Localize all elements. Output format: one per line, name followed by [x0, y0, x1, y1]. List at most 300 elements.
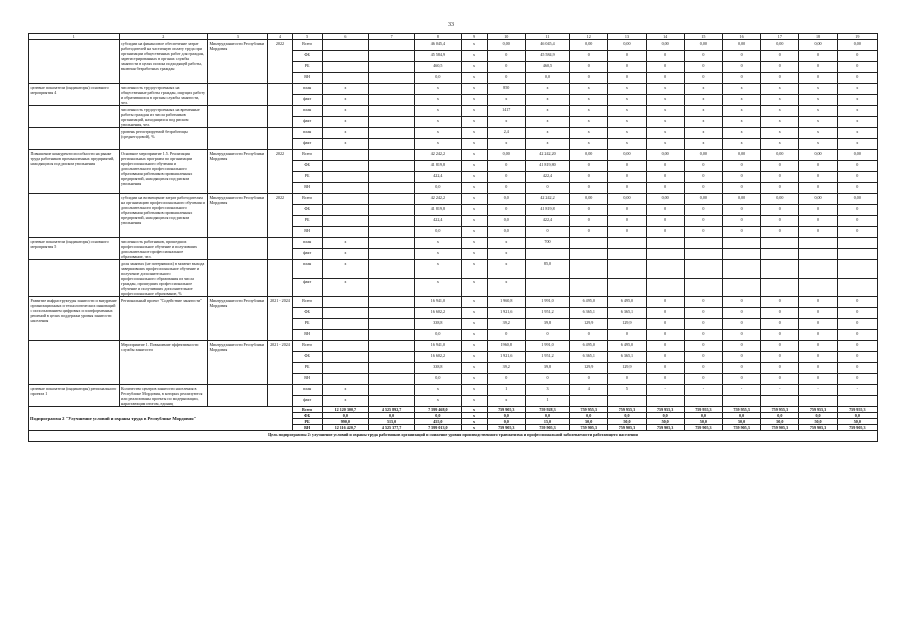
value-cell: х	[646, 106, 684, 117]
value-cell	[368, 227, 414, 238]
value-cell: 16 941,0	[415, 297, 461, 308]
value-cell: 0	[761, 205, 799, 216]
value-cell: 0	[570, 51, 608, 62]
value-cell: 0	[487, 205, 525, 216]
value-cell: х	[487, 396, 525, 407]
value-cell	[799, 278, 837, 297]
value-cell: х	[487, 95, 525, 106]
value-cell: 0	[570, 227, 608, 238]
value-cell: 0	[646, 330, 684, 341]
value-cell	[799, 260, 837, 279]
value-cell: х	[461, 62, 487, 73]
value-cell: -	[722, 385, 760, 396]
value-cell	[322, 194, 368, 205]
table-row	[29, 106, 878, 117]
header-cell: 7	[368, 34, 414, 40]
value-cell: х	[487, 278, 525, 297]
header-cell: 1	[29, 34, 120, 40]
value-cell: 0,00	[684, 40, 722, 51]
value-cell: х	[322, 249, 368, 260]
value-cell: 759 905,3	[487, 407, 525, 413]
source-cell: ФБ	[292, 352, 322, 363]
value-cell: х	[525, 139, 569, 150]
value-cell: х	[461, 341, 487, 352]
value-cell: х	[461, 95, 487, 106]
source-cell: ФБ	[292, 413, 322, 419]
value-cell: 0	[608, 62, 646, 73]
value-cell	[368, 139, 414, 150]
value-cell: х	[461, 330, 487, 341]
value-cell: 129,9	[570, 319, 608, 330]
value-cell: 1	[487, 385, 525, 396]
value-cell	[322, 172, 368, 183]
source-cell: Всего	[292, 194, 322, 205]
value-cell: х	[761, 106, 799, 117]
value-cell	[646, 396, 684, 407]
period-cell	[268, 260, 292, 297]
value-cell	[322, 227, 368, 238]
source-cell: факт	[292, 249, 322, 260]
value-cell: 85,0	[525, 260, 569, 279]
value-cell: 0,00	[684, 194, 722, 205]
value-cell: 759 905,3	[722, 425, 760, 431]
executor-cell	[208, 260, 268, 297]
value-cell	[608, 396, 646, 407]
value-cell: 41 819,8	[415, 205, 461, 216]
value-cell	[368, 172, 414, 183]
value-cell: 0	[487, 172, 525, 183]
value-cell: х	[761, 117, 799, 128]
value-cell: 0	[646, 216, 684, 227]
value-cell	[368, 84, 414, 95]
goal-cell	[29, 260, 120, 297]
value-cell: 0,00	[646, 194, 684, 205]
value-cell: х	[684, 84, 722, 95]
value-cell: 0	[761, 227, 799, 238]
value-cell: 0	[684, 341, 722, 352]
goal-cell: целевые показатели (индикаторы) основного мероприятия 4	[29, 84, 120, 106]
value-cell: х	[415, 278, 461, 297]
value-cell: 0	[722, 319, 760, 330]
value-cell	[322, 352, 368, 363]
measure-cell: численность работников, прошедших профессиональное обучение и получивших дополнительное профессиональное образование, чел.	[119, 238, 208, 260]
table-row	[29, 341, 878, 352]
value-cell	[322, 330, 368, 341]
value-cell: х	[525, 95, 569, 106]
value-cell: 0,00	[608, 194, 646, 205]
value-cell: х	[761, 128, 799, 139]
value-cell: 0	[684, 352, 722, 363]
value-cell: 0	[722, 297, 760, 308]
table-row	[29, 238, 878, 249]
value-cell: 0,0	[322, 413, 368, 419]
value-cell: 759 905,3	[525, 425, 569, 431]
value-cell	[322, 319, 368, 330]
value-cell: 338,8	[415, 319, 461, 330]
value-cell	[368, 363, 414, 374]
value-cell: 0,0	[487, 227, 525, 238]
value-cell: 16 602,2	[415, 352, 461, 363]
table-row	[29, 297, 878, 308]
value-cell: 0	[570, 62, 608, 73]
value-cell: х	[525, 106, 569, 117]
value-cell	[368, 341, 414, 352]
value-cell: х	[570, 95, 608, 106]
source-cell: план	[292, 84, 322, 95]
value-cell	[368, 319, 414, 330]
value-cell: 0	[570, 216, 608, 227]
value-cell: 759 905,3	[608, 425, 646, 431]
value-cell	[837, 260, 877, 279]
value-cell: 2,4	[487, 128, 525, 139]
value-cell: 0	[525, 227, 569, 238]
value-cell: 0	[761, 308, 799, 319]
value-cell: 0	[487, 73, 525, 84]
value-cell: 42 242,2	[415, 194, 461, 205]
value-cell: х	[487, 260, 525, 279]
value-cell: 0,0	[415, 413, 461, 419]
value-cell: 0,0	[525, 73, 569, 84]
value-cell: 0	[608, 51, 646, 62]
source-cell: РБ	[292, 363, 322, 374]
value-cell: х	[684, 139, 722, 150]
value-cell: х	[461, 227, 487, 238]
value-cell: 4 525 377,7	[368, 425, 414, 431]
value-cell: 0,0	[525, 413, 569, 419]
value-cell: 39,8	[525, 363, 569, 374]
value-cell: х	[837, 84, 877, 95]
value-cell: 7 599 468,0	[415, 407, 461, 413]
value-cell: 0	[837, 227, 877, 238]
value-cell: 0	[608, 216, 646, 227]
value-cell: -	[761, 385, 799, 396]
value-cell: 0	[608, 172, 646, 183]
value-cell: 422,4	[525, 172, 569, 183]
value-cell	[368, 95, 414, 106]
value-cell: 6 365,1	[608, 308, 646, 319]
value-cell: х	[722, 106, 760, 117]
value-cell: 0	[646, 352, 684, 363]
value-cell: 0	[684, 227, 722, 238]
value-cell: 700	[525, 238, 569, 249]
value-cell: 1417	[487, 106, 525, 117]
value-cell	[368, 117, 414, 128]
value-cell: х	[608, 95, 646, 106]
value-cell	[322, 150, 368, 161]
value-cell: х	[415, 95, 461, 106]
value-cell: 0	[761, 62, 799, 73]
value-cell: 0	[570, 161, 608, 172]
value-cell	[368, 194, 414, 205]
value-cell	[368, 216, 414, 227]
source-cell: ВН	[292, 73, 322, 84]
value-cell: х	[761, 95, 799, 106]
table-row	[29, 128, 878, 139]
executor-cell	[208, 106, 268, 128]
value-cell: 0	[761, 161, 799, 172]
value-cell: 0	[799, 308, 837, 319]
value-cell: х	[461, 117, 487, 128]
value-cell	[368, 352, 414, 363]
value-cell: х	[487, 117, 525, 128]
value-cell: х	[461, 319, 487, 330]
executor-cell	[208, 128, 268, 150]
subprogram-goal: Цель подпрограммы 2: улучшение условий и охраны труда работников организаций и снижение уровня производственного травматизма и профессиональной заболеваемости работающего населения	[29, 431, 878, 442]
period-cell: 2021 - 2024	[268, 297, 292, 341]
value-cell: х	[761, 139, 799, 150]
executor-cell: Минтрудзанятости Республики Мордовия	[208, 40, 268, 84]
measure-cell: субсидии на возмещение затрат работодателям на организацию профессионального обучения и дополнительного профессионального образования работников промышленных предприятий, находящихся под риском увольнения	[119, 194, 208, 238]
value-cell: х	[570, 84, 608, 95]
value-cell: 0	[570, 374, 608, 385]
value-cell: 0	[646, 319, 684, 330]
value-cell: х	[461, 278, 487, 297]
page-number: 33	[448, 22, 454, 28]
value-cell: 0	[837, 216, 877, 227]
value-cell: х	[415, 238, 461, 249]
header-cell: 4	[268, 34, 292, 40]
value-cell: 0,0	[487, 419, 525, 425]
value-cell: х	[415, 260, 461, 279]
source-cell: план	[292, 106, 322, 117]
value-cell: 50,0	[646, 419, 684, 425]
value-cell: х	[799, 139, 837, 150]
value-cell: 455,0	[415, 419, 461, 425]
value-cell	[368, 278, 414, 297]
value-cell: х	[684, 128, 722, 139]
value-cell: 6 495,0	[608, 297, 646, 308]
value-cell: х	[322, 260, 368, 279]
value-cell: 0	[722, 62, 760, 73]
value-cell: 0	[487, 374, 525, 385]
value-cell: 41 819,8	[525, 205, 569, 216]
goal-cell	[29, 128, 120, 150]
value-cell: 0	[761, 330, 799, 341]
header-cell: 8	[415, 34, 461, 40]
value-cell	[368, 308, 414, 319]
value-cell	[368, 297, 414, 308]
source-cell: факт	[292, 278, 322, 297]
value-cell: -	[837, 385, 877, 396]
value-cell: х	[461, 413, 487, 419]
value-cell: 50,0	[684, 419, 722, 425]
value-cell: 0	[570, 183, 608, 194]
value-cell: 0	[646, 183, 684, 194]
header-cell: 17	[761, 34, 799, 40]
value-cell: х	[461, 73, 487, 84]
goal-cell	[29, 106, 120, 128]
value-cell: 0	[684, 205, 722, 216]
value-cell	[837, 249, 877, 260]
value-cell: 12 120 300,7	[322, 407, 368, 413]
source-cell: план	[292, 128, 322, 139]
value-cell: 0	[761, 73, 799, 84]
value-cell: х	[570, 117, 608, 128]
value-cell: 0	[799, 352, 837, 363]
source-cell: ВН	[292, 425, 322, 431]
value-cell: 759 955,3	[837, 407, 877, 413]
value-cell: 0	[837, 319, 877, 330]
value-cell: 0	[799, 205, 837, 216]
value-cell: 759 905,3	[487, 425, 525, 431]
value-cell: 0	[646, 51, 684, 62]
value-cell: 41 819,8	[415, 161, 461, 172]
source-cell: факт	[292, 396, 322, 407]
value-cell	[368, 62, 414, 73]
value-cell: х	[837, 95, 877, 106]
value-cell	[722, 278, 760, 297]
period-cell: 2022	[268, 40, 292, 84]
value-cell	[368, 73, 414, 84]
table-row	[29, 40, 878, 51]
value-cell: 0	[837, 374, 877, 385]
period-cell	[268, 385, 292, 407]
value-cell: х	[722, 117, 760, 128]
value-cell	[761, 260, 799, 279]
value-cell: х	[487, 238, 525, 249]
value-cell: 0	[646, 172, 684, 183]
value-cell: 0	[722, 161, 760, 172]
value-cell: 0,00	[722, 40, 760, 51]
value-cell: 50,0	[570, 419, 608, 425]
executor-cell: Минтрудзанятости Республики Мордовия	[208, 341, 268, 385]
value-cell	[608, 249, 646, 260]
value-cell: 129,9	[570, 363, 608, 374]
value-cell	[684, 249, 722, 260]
value-cell: х	[322, 238, 368, 249]
value-cell	[368, 150, 414, 161]
value-cell: 0	[684, 183, 722, 194]
header-cell: 9	[461, 34, 487, 40]
value-cell: 1 951,2	[525, 308, 569, 319]
value-cell: 0	[761, 341, 799, 352]
value-cell: 4	[570, 385, 608, 396]
value-cell: 0	[799, 374, 837, 385]
value-cell: х	[684, 106, 722, 117]
value-cell: 0,0	[487, 413, 525, 419]
value-cell: х	[415, 396, 461, 407]
value-cell: 759 905,3	[570, 425, 608, 431]
value-cell: 0	[722, 341, 760, 352]
value-cell: 0	[837, 161, 877, 172]
source-cell: факт	[292, 139, 322, 150]
value-cell: 0,0	[646, 413, 684, 419]
value-cell: 515,0	[368, 419, 414, 425]
value-cell: х	[799, 95, 837, 106]
value-cell: 0	[799, 341, 837, 352]
source-cell: РБ	[292, 319, 322, 330]
value-cell: 6 365,1	[570, 308, 608, 319]
value-cell: 0,00	[799, 40, 837, 51]
source-cell: Всего	[292, 341, 322, 352]
value-cell: х	[322, 396, 368, 407]
value-cell: 42 242,20	[525, 150, 569, 161]
measure-cell: уровень регистрируемой безработицы (среднегодовой), %	[119, 128, 208, 150]
value-cell	[761, 249, 799, 260]
source-cell: факт	[292, 117, 322, 128]
value-cell: 0,00	[646, 40, 684, 51]
value-cell: 0,00	[722, 194, 760, 205]
value-cell	[368, 238, 414, 249]
value-cell: 0	[799, 183, 837, 194]
value-cell: х	[461, 374, 487, 385]
value-cell: 0,00	[761, 194, 799, 205]
value-cell: 759 905,3	[837, 425, 877, 431]
value-cell	[322, 183, 368, 194]
value-cell: 0,0	[415, 183, 461, 194]
value-cell: 0	[646, 363, 684, 374]
value-cell: 0	[722, 363, 760, 374]
value-cell: 50,0	[837, 419, 877, 425]
value-cell	[608, 260, 646, 279]
value-cell	[368, 183, 414, 194]
value-cell: 0,00	[570, 40, 608, 51]
value-cell: х	[837, 106, 877, 117]
value-cell: 0,00	[761, 150, 799, 161]
value-cell: 45 584,9	[525, 51, 569, 62]
value-cell	[368, 161, 414, 172]
value-cell: 0	[570, 205, 608, 216]
source-cell: Всего	[292, 150, 322, 161]
header-cell: 11	[525, 34, 569, 40]
source-cell: план	[292, 260, 322, 279]
value-cell: х	[487, 139, 525, 150]
value-cell	[570, 249, 608, 260]
value-cell: х	[608, 117, 646, 128]
value-cell: 0	[799, 73, 837, 84]
value-cell: х	[646, 117, 684, 128]
source-cell: РБ	[292, 216, 322, 227]
value-cell: 0,0	[487, 216, 525, 227]
value-cell	[322, 308, 368, 319]
measure-cell: численность трудоустроенных на общественные работы граждан, ищущих работу и обратившихся в органы службы занятости, чел.	[119, 84, 208, 106]
value-cell	[368, 396, 414, 407]
source-cell: РБ	[292, 62, 322, 73]
value-cell: -	[646, 385, 684, 396]
value-cell: 0	[799, 51, 837, 62]
value-cell	[322, 161, 368, 172]
value-cell: х	[461, 150, 487, 161]
value-cell	[322, 73, 368, 84]
value-cell: х	[722, 95, 760, 106]
value-cell	[322, 205, 368, 216]
value-cell: 0	[570, 172, 608, 183]
value-cell: 6 495,0	[608, 341, 646, 352]
source-cell: план	[292, 385, 322, 396]
value-cell: 0	[799, 330, 837, 341]
source-cell: РБ	[292, 419, 322, 425]
value-cell: х	[608, 128, 646, 139]
value-cell: х	[608, 106, 646, 117]
value-cell	[322, 297, 368, 308]
value-cell: 0	[761, 183, 799, 194]
value-cell: 0,00	[799, 194, 837, 205]
value-cell	[799, 396, 837, 407]
value-cell: 1 991,0	[525, 341, 569, 352]
value-cell: 7 599 013,0	[415, 425, 461, 431]
value-cell	[722, 249, 760, 260]
value-cell: х	[461, 352, 487, 363]
value-cell: 1 921,6	[487, 308, 525, 319]
executor-cell	[208, 385, 268, 407]
table-row	[29, 260, 878, 279]
value-cell: 42 242,2	[415, 150, 461, 161]
value-cell: 0	[525, 374, 569, 385]
value-cell: х	[461, 84, 487, 95]
header-cell: 12	[570, 34, 608, 40]
value-cell: х	[570, 139, 608, 150]
value-cell: 759 905,3	[646, 425, 684, 431]
